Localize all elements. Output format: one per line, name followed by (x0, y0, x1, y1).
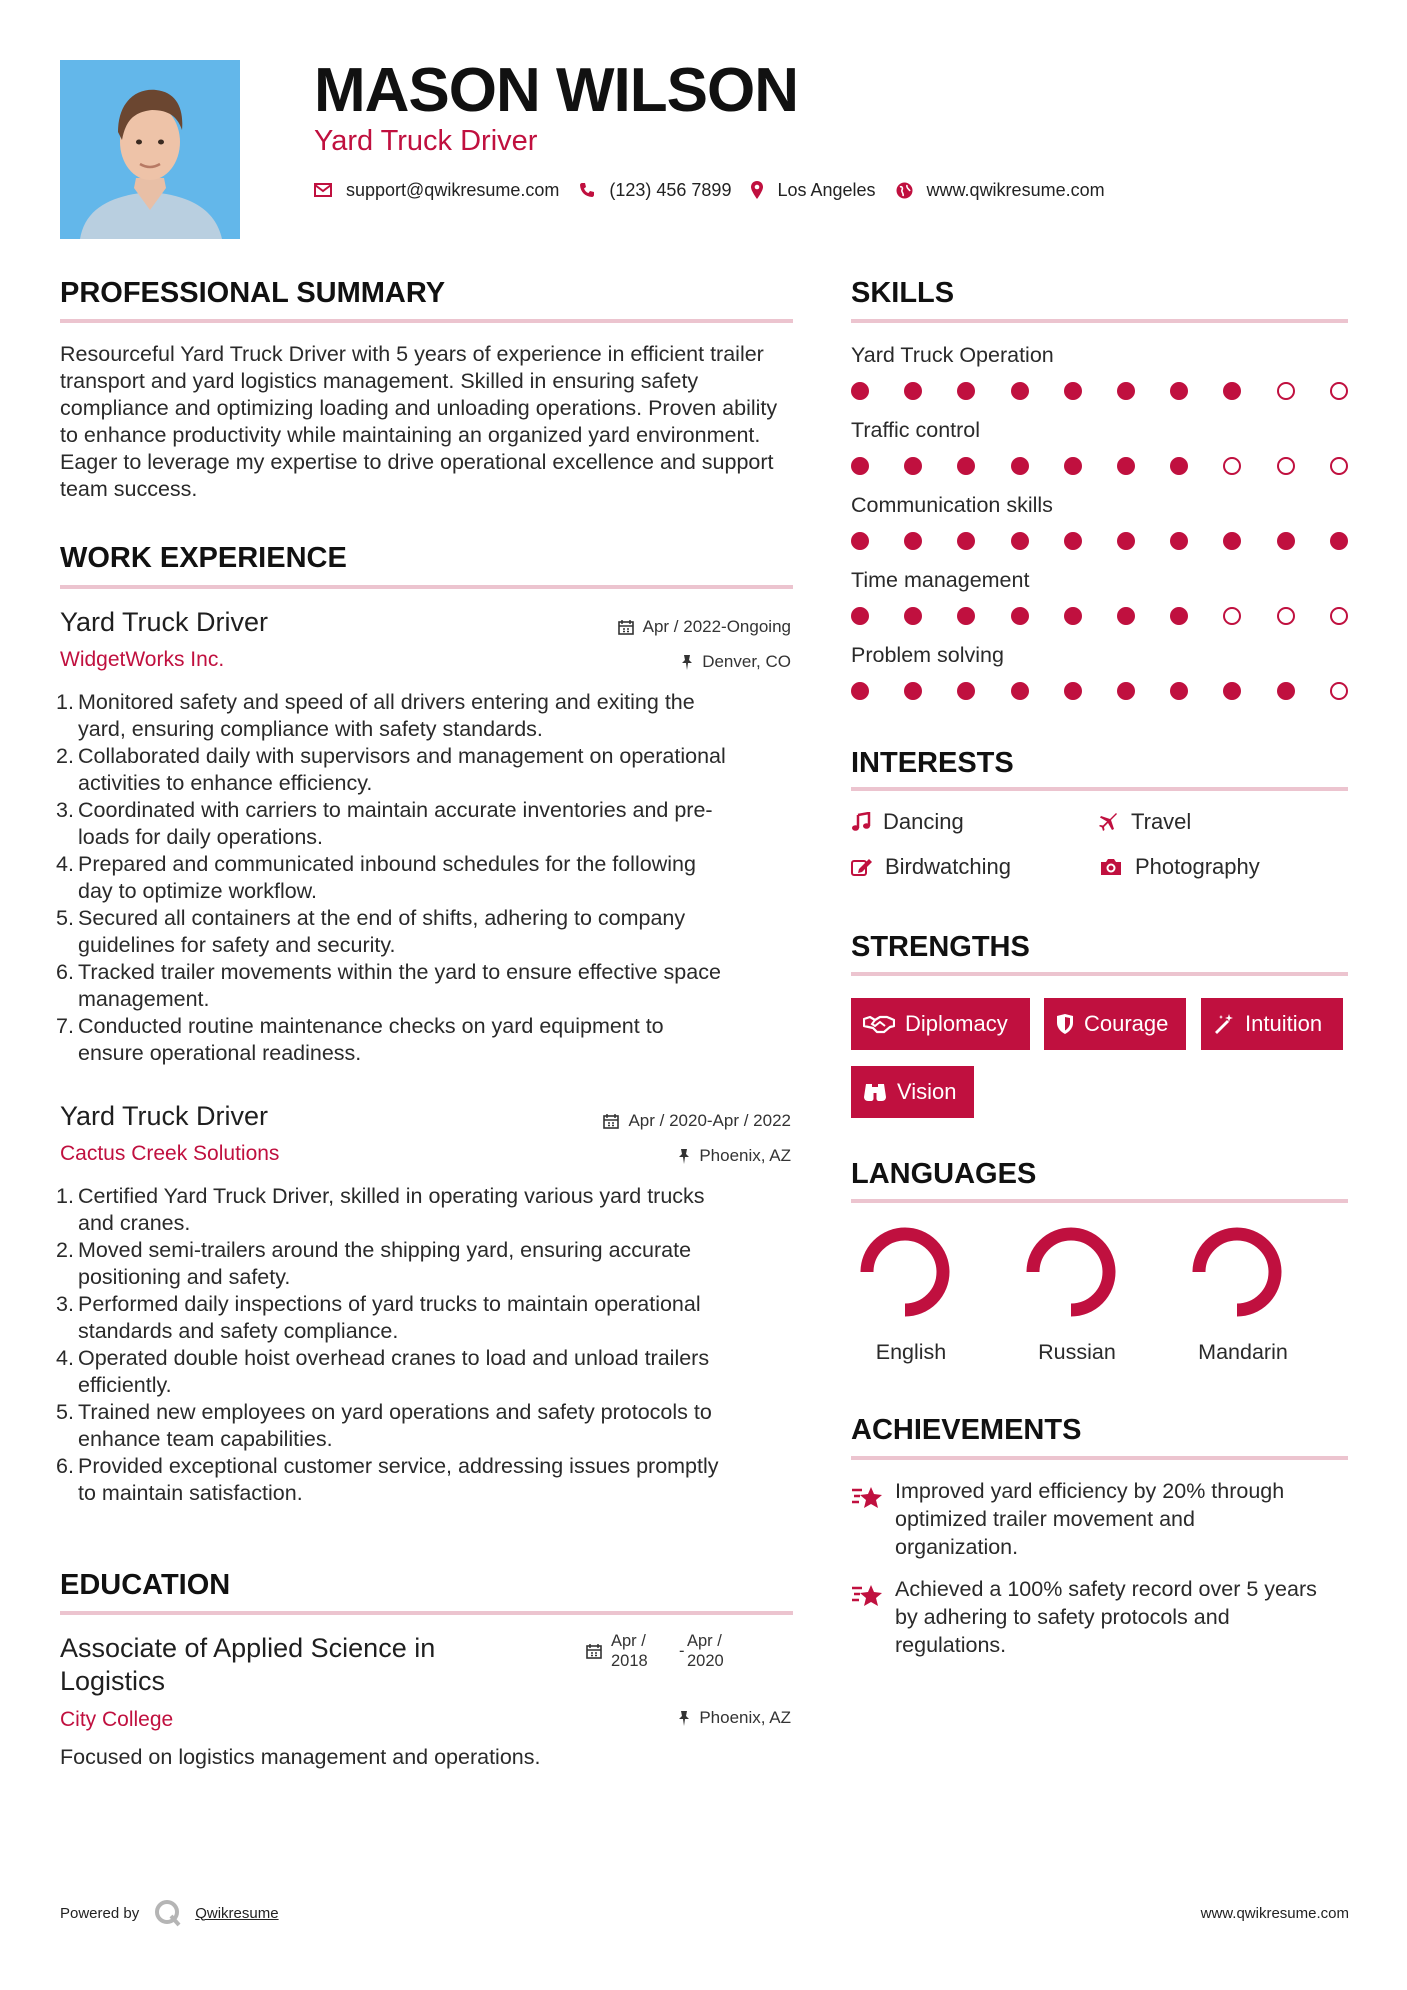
strength-badge: Intuition (1201, 998, 1343, 1050)
rating-dot-filled (1011, 457, 1029, 475)
rating-dot-filled (851, 532, 869, 550)
rating-dot-empty (1330, 382, 1348, 400)
education-description: Focused on logistics management and operations. (60, 1745, 541, 1769)
strengths-heading: STRENGTHS (851, 931, 1030, 963)
rating-dot-filled (1064, 607, 1082, 625)
skills-rule (851, 319, 1348, 323)
rating-dot-empty (1277, 457, 1295, 475)
language-label: Mandarin (1198, 1340, 1288, 1364)
experience-heading: WORK EXPERIENCE (60, 542, 347, 574)
interest-item: Travel (1099, 808, 1191, 836)
list-item: 3. Coordinated with carriers to maintain accurate inventories and pre- loads for daily operations. (56, 798, 713, 849)
plane-icon (1099, 812, 1119, 832)
rating-dot-empty (1223, 607, 1241, 625)
rating-dot-filled (957, 607, 975, 625)
rating-dot-filled (957, 457, 975, 475)
strength-badge: Courage (1044, 998, 1186, 1050)
qwikresume-logo-icon (153, 1898, 183, 1928)
footer-site[interactable]: www.qwikresume.com (1200, 1905, 1349, 1922)
list-item: 2. Moved semi-trailers around the shipping yard, ensuring accurate positioning and safety. (56, 1238, 692, 1289)
strength-badge: Vision (851, 1066, 974, 1118)
footer-powered-by: Powered by Qwikresume (60, 1898, 279, 1928)
languages-rule (851, 1199, 1348, 1203)
email-text: support@qwikresume.com (346, 179, 560, 200)
contact-bar (314, 178, 1125, 202)
phone-text: (123) 456 7899 (609, 179, 732, 200)
calendar-icon (618, 619, 634, 635)
rating-dot-filled (1117, 457, 1135, 475)
rating-dot-filled (1170, 682, 1188, 700)
calendar-icon (586, 1643, 602, 1659)
experience-rule (60, 585, 793, 589)
summary-rule (60, 319, 793, 323)
rating-dot-filled (851, 457, 869, 475)
job-2-title: Yard Truck Driver (60, 1101, 269, 1131)
rating-dot-filled (904, 532, 922, 550)
profile-photo (60, 60, 240, 239)
job-2-dates (603, 1110, 791, 1132)
website-text: www.qwikresume.com (926, 179, 1105, 200)
interests-heading: INTERESTS (851, 747, 1014, 779)
rating-dot-filled (1064, 382, 1082, 400)
education-rule (60, 1611, 793, 1615)
pushpin-icon (681, 654, 693, 670)
job-2-company: Cactus Creek Solutions (60, 1142, 280, 1165)
language-label: Russian (1038, 1340, 1116, 1364)
rating-dot-filled (1277, 532, 1295, 550)
job-1-duties (56, 689, 801, 1067)
rating-dot-filled (1223, 532, 1241, 550)
skill-label: Yard Truck Operation (851, 343, 1054, 367)
list-item: 5. Trained new employees on yard operations and safety protocols to enhance team capabilities. (56, 1400, 712, 1451)
rating-dot-filled (851, 607, 869, 625)
rating-dot-filled (1330, 532, 1348, 550)
contact-phone[interactable] (579, 180, 731, 201)
job-1-location-text: Denver, CO (702, 652, 791, 671)
education-dates: Apr / 2018 - Apr / 2020 (586, 1631, 724, 1671)
interest-item: Photography (1099, 853, 1260, 881)
rating-dot-filled (1277, 682, 1295, 700)
gauge-arc (1033, 1234, 1109, 1310)
job-2-duties (56, 1183, 801, 1507)
rating-dot-filled (1223, 382, 1241, 400)
skill-rating (851, 606, 1351, 626)
degree-line-2: Logistics (60, 1666, 166, 1696)
rating-dot-filled (1064, 682, 1082, 700)
rating-dot-filled (1011, 532, 1029, 550)
rating-dot-empty (1277, 382, 1295, 400)
language-gauge (1021, 1222, 1121, 1322)
contact-location (751, 180, 875, 201)
interest-item: Dancing (851, 808, 964, 836)
interest-item: Birdwatching (851, 853, 1011, 881)
camera-icon (1099, 857, 1123, 877)
resume-page: MASON WILSON Yard Truck Driver support@qwikresume.com (123) 456 7899 Los Angeles www.qwikresume.com PROFESSIONAL SUMMARY Resourceful Yard Truck Driver with 5 years of experience in efficient trailer transport and yard logistics management. Skilled in ensuring safety compliance and optimizing loading and unloading operations. Proven ability to enhance productivity while maintaining an organized yard environment. Eager to leverage my expertise to drive operational excellence and support team success. WORK EXPERIENCE Yard Truck Driver Apr / 2022-Ongoing WidgetWorks Inc. Denver, CO 1. Monitored safety and speed of all drivers entering and exiting the yard, ensuring compliance with safety standards. 2. Collaborated daily with supervisors and management on operational activities to enhance efficiency. 3. Coordinated with carriers to maintain accurate inventories and pre- loads for daily operations. 4. Prepared and communicated inbound schedules for the following day to optimize workflow. 5. Secured all containers at the end of shifts, adhering to company guidelines for safety and security. 6. Tracked trailer movements within the yard to ensure effective space management. 7. Conducted routine maintenance checks on yard equipment to ensure operational readiness. Yard Truck Driver Apr / 2020-Apr / 2022 Cactus Creek Solutions Phoenix, AZ 1. Certified Yard Truck Driver, skilled in operating various yard trucks and cranes. 2. Moved semi-trailers around the shipping yard, ensuring accurate positioning and safety. 3. Performed daily inspections of yard trucks to maintain operational standards and safety compliance. 4. Operated double hoist overhead cranes to load and unload trailers efficiently. 5. Trained new employees on yard operations and safety protocols to enhance team capabilities. 6. Provided exceptional customer service, addressing issues promptly to maintain satisfaction. EDUCATION Associate of Applied Science in Logistics Apr / 2018 - Apr / 2020 City College Phoenix, AZ Focused on logistics management and operations. SKILLS Yard Truck Operation Traffic control Communication skills Time management Problem solving INTERESTS Dancing Travel Birdwatching Photography STRENGTHS Diplomacy Courage Intuition Vision LANGUAGES English Russian Mandarin ACHIEVEMENTS Improved yard efficiency by 20% through optimized trailer movement and organization. Achieved a 100% safety record over 5 years by adhering to safety protocols and regulations. Powered by Qwikresume www.qwikresume.com (0, 0, 1407, 1990)
list-item: 6. Tracked trailer movements within the yard to ensure effective space management. (56, 960, 721, 1011)
phone-icon (579, 182, 595, 198)
rating-dot-filled (1064, 457, 1082, 475)
strengths-rule (851, 972, 1348, 976)
map-marker-icon (751, 181, 763, 199)
binoculars-icon (863, 1082, 887, 1102)
magic-wand-icon (1213, 1013, 1235, 1035)
rating-dot-filled (1117, 607, 1135, 625)
degree-line-1: Associate of Applied Science in (60, 1633, 436, 1663)
rating-dot-empty (1330, 607, 1348, 625)
envelope-icon (314, 183, 332, 197)
rating-dot-filled (1223, 682, 1241, 700)
skill-label: Communication skills (851, 493, 1053, 517)
rating-dot-filled (904, 607, 922, 625)
globe-icon (896, 182, 913, 199)
job-1-title: Yard Truck Driver (60, 607, 269, 637)
skill-rating (851, 531, 1351, 551)
shield-icon (1056, 1014, 1074, 1034)
rating-dot-filled (1117, 532, 1135, 550)
contact-email[interactable] (314, 180, 559, 201)
education-school: City College (60, 1708, 174, 1731)
list-item: 2. Collaborated daily with supervisors and management on operational activities to enhance efficiency. (56, 744, 726, 795)
rating-dot-filled (904, 682, 922, 700)
music-icon (851, 812, 871, 832)
rating-dot-filled (957, 682, 975, 700)
language-gauge (855, 1222, 955, 1322)
education-location-text: Phoenix, AZ (699, 1708, 791, 1727)
list-item: 5. Secured all containers at the end of shifts, adhering to company guidelines for safety and security. (56, 906, 686, 957)
list-item: 1. Monitored safety and speed of all drivers entering and exiting the yard, ensuring compliance with safety standards. (56, 690, 695, 741)
job-2-dates-text: Apr / 2020-Apr / 2022 (628, 1111, 791, 1130)
list-item: 1. Certified Yard Truck Driver, skilled in operating various yard trucks and cranes. (56, 1184, 705, 1235)
job-1-dates-text: Apr / 2022-Ongoing (642, 617, 791, 636)
calendar-icon (603, 1113, 619, 1129)
rating-dot-filled (1011, 607, 1029, 625)
rating-dot-empty (1330, 457, 1348, 475)
rating-dot-filled (1170, 532, 1188, 550)
job-2-location-text: Phoenix, AZ (699, 1146, 791, 1165)
list-item: 4. Prepared and communicated inbound schedules for the following day to optimize workflow. (56, 852, 696, 903)
job-2-location (678, 1145, 791, 1167)
rating-dot-empty (1277, 607, 1295, 625)
skill-rating (851, 681, 1351, 701)
skill-label: Time management (851, 568, 1030, 592)
achievements-heading: ACHIEVEMENTS (851, 1414, 1082, 1446)
skill-label: Problem solving (851, 643, 1004, 667)
strength-badge: Diplomacy (851, 998, 1030, 1050)
candidate-title: Yard Truck Driver (314, 125, 538, 157)
education-location (678, 1707, 791, 1729)
rating-dot-filled (904, 457, 922, 475)
gauge-arc (867, 1234, 943, 1310)
achievements-rule (851, 1456, 1348, 1460)
education-heading: EDUCATION (60, 1569, 231, 1601)
rating-dot-empty (1330, 682, 1348, 700)
rating-dot-filled (1064, 532, 1082, 550)
rating-dot-filled (957, 532, 975, 550)
rating-dot-filled (851, 382, 869, 400)
interests-rule (851, 787, 1348, 791)
skills-heading: SKILLS (851, 277, 955, 309)
job-1-location (681, 651, 791, 673)
qwikresume-link[interactable]: Qwikresume (195, 1904, 279, 1922)
rating-dot-filled (1117, 682, 1135, 700)
contact-website[interactable] (896, 180, 1105, 201)
rating-dot-filled (1170, 457, 1188, 475)
shooting-star-icon (851, 1580, 885, 1610)
skill-rating (851, 381, 1351, 401)
handshake-icon (863, 1014, 895, 1034)
rating-dot-filled (1011, 382, 1029, 400)
language-label: English (875, 1340, 947, 1364)
list-item: 6. Provided exceptional customer service, addressing issues promptly to maintain satisfaction. (56, 1454, 719, 1505)
pushpin-icon (678, 1710, 690, 1726)
location-text: Los Angeles (777, 179, 876, 200)
job-1-company: WidgetWorks Inc. (60, 648, 225, 671)
rating-dot-filled (1117, 382, 1135, 400)
education-degree (60, 1632, 490, 1698)
candidate-name: MASON WILSON (314, 56, 798, 125)
list-item: 7. Conducted routine maintenance checks on yard equipment to ensure operational readiness. (56, 1014, 664, 1065)
list-item: 3. Performed daily inspections of yard trucks to maintain operational standards and safety compliance. (56, 1292, 701, 1343)
skill-rating (851, 456, 1351, 476)
rating-dot-filled (957, 382, 975, 400)
language-gauge (1187, 1222, 1287, 1322)
rating-dot-filled (1170, 607, 1188, 625)
edit-icon (851, 857, 873, 877)
rating-dot-filled (1011, 682, 1029, 700)
rating-dot-filled (1170, 382, 1188, 400)
gauge-arc (1199, 1234, 1275, 1310)
rating-dot-empty (1223, 457, 1241, 475)
pushpin-icon (678, 1148, 690, 1164)
shooting-star-icon (851, 1482, 885, 1512)
skill-label: Traffic control (851, 418, 981, 442)
rating-dot-filled (904, 382, 922, 400)
summary-heading: PROFESSIONAL SUMMARY (60, 277, 446, 309)
languages-heading: LANGUAGES (851, 1158, 1037, 1190)
list-item: 4. Operated double hoist overhead cranes to load and unload trailers efficiently. (56, 1346, 710, 1397)
job-1-dates (618, 616, 791, 638)
summary-text: Resourceful Yard Truck Driver with 5 years of experience in efficient trailer transport and yard logistics management. Skilled in ensuring safety compliance and optimizing loading and unloading operations. Proven ability to enhance productivity while maintaining an organized yard environment. Eager to leverage my expertise to drive operational excellence and support team success. (60, 342, 778, 501)
rating-dot-filled (851, 682, 869, 700)
